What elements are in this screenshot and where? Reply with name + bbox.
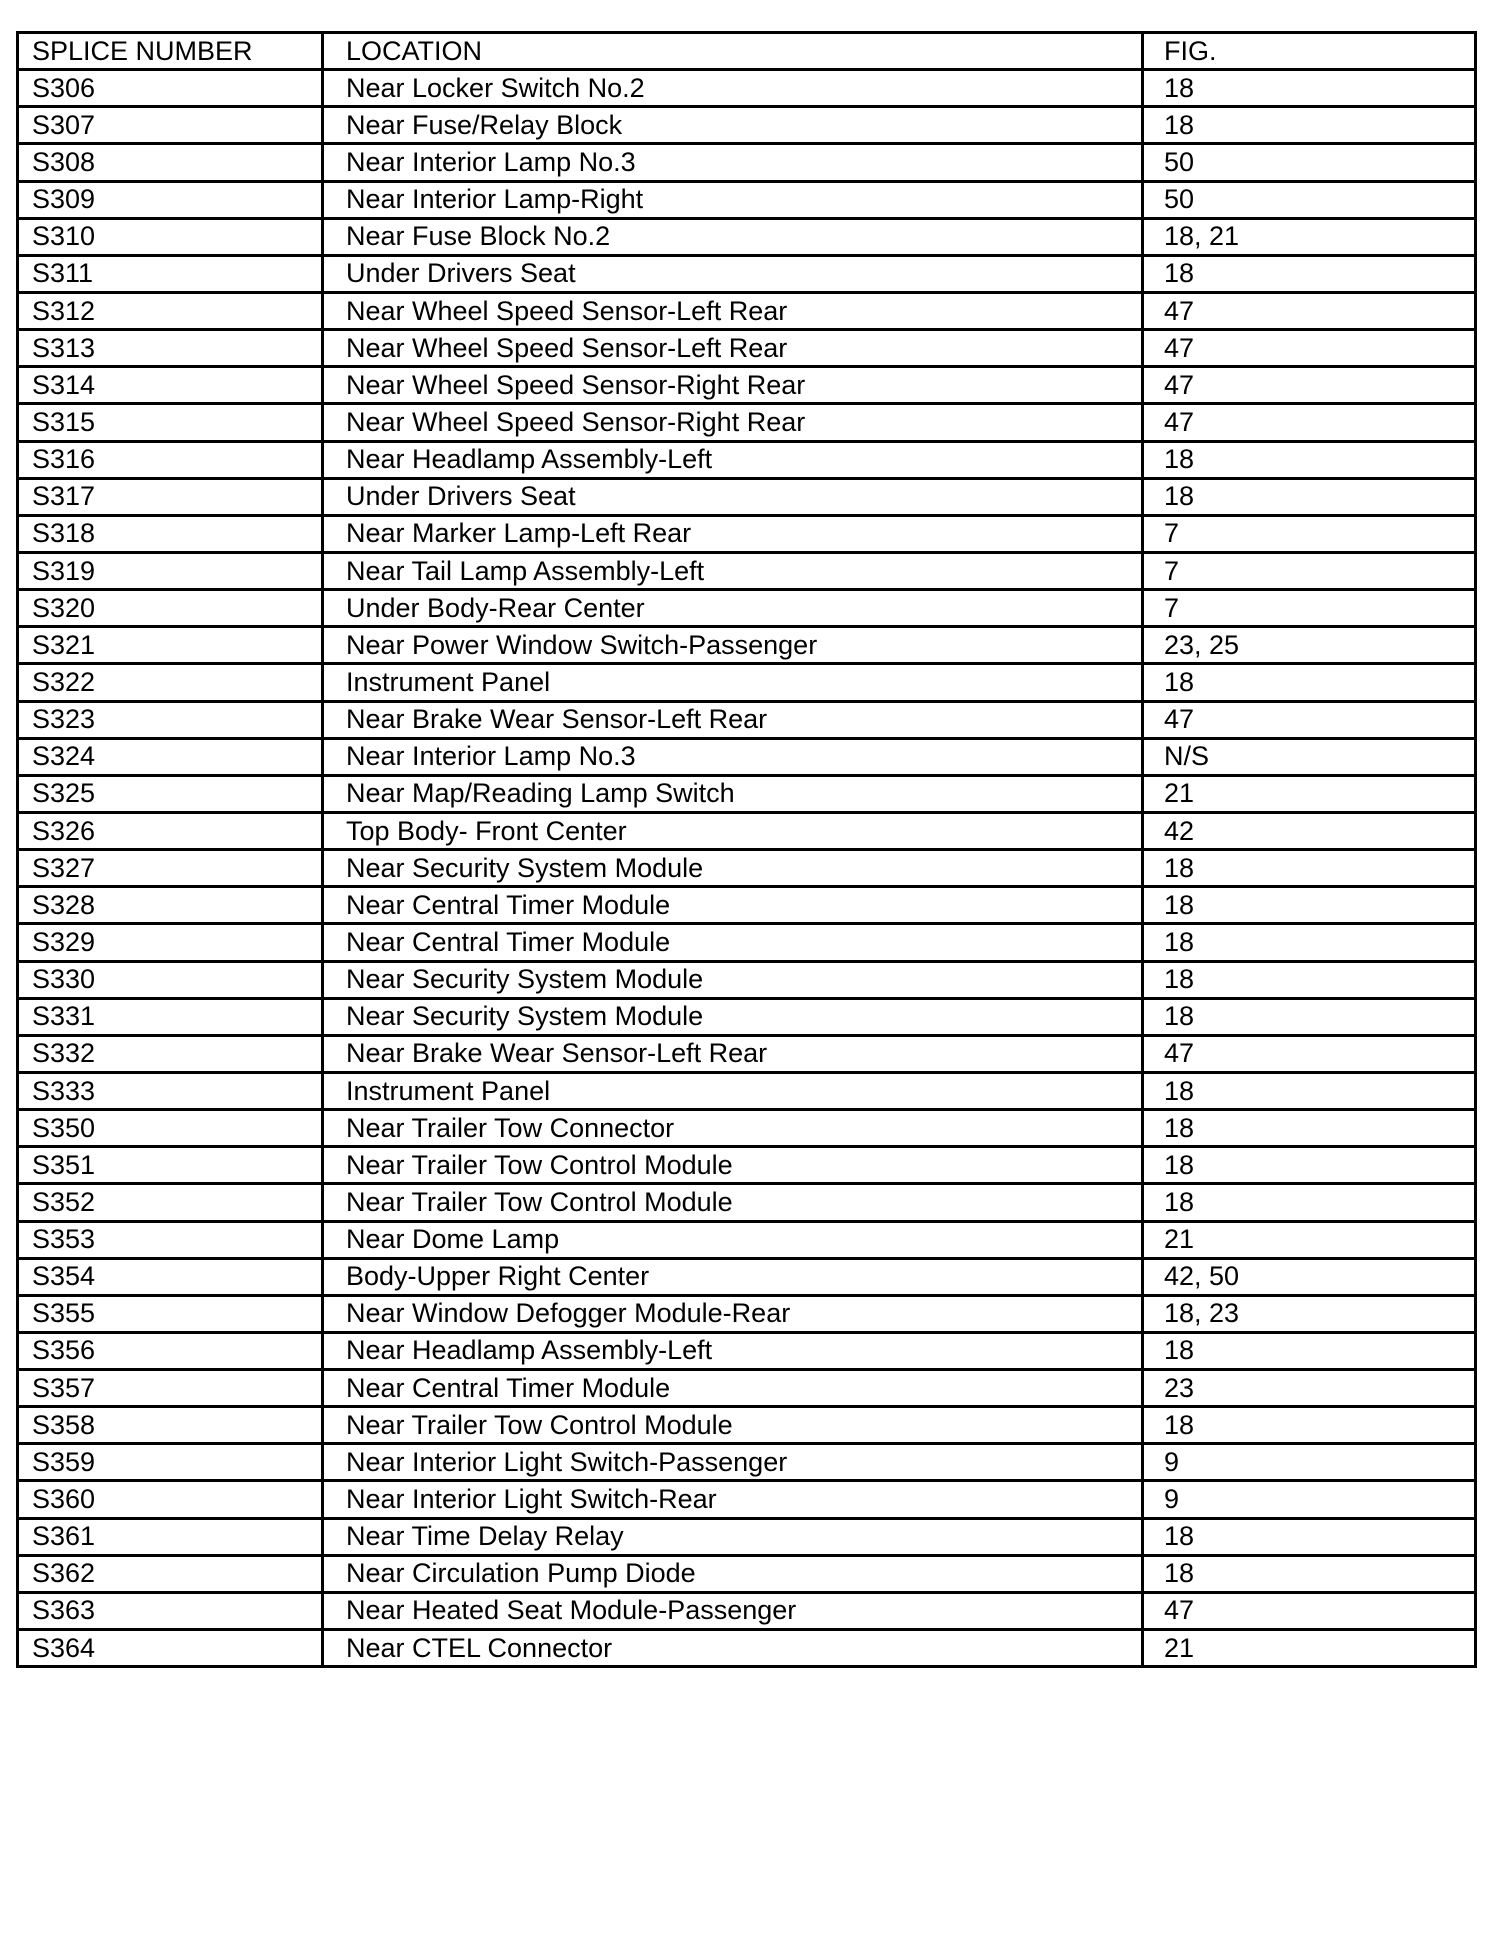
table-row xyxy=(18,1110,1476,1147)
splice-number-cell: S326 xyxy=(18,812,323,849)
fig-cell: 18 xyxy=(1143,887,1476,924)
table-row xyxy=(18,70,1476,107)
fig-cell: 18 xyxy=(1143,961,1476,998)
splice-number-cell: S333 xyxy=(18,1072,323,1109)
table-row xyxy=(18,998,1476,1035)
splice-number-cell: S312 xyxy=(18,292,323,329)
fig-cell: 18 xyxy=(1143,924,1476,961)
fig-cell: 18 xyxy=(1143,1332,1476,1369)
table-row xyxy=(18,255,1476,292)
location-cell: Near Wheel Speed Sensor-Right Rear xyxy=(323,367,1143,404)
location-cell: Near Heated Seat Module-Passenger xyxy=(323,1592,1143,1629)
splice-number-cell: S352 xyxy=(18,1184,323,1221)
location-cell: Near Interior Light Switch-Rear xyxy=(323,1481,1143,1518)
fig-cell: 7 xyxy=(1143,590,1476,627)
fig-cell: 7 xyxy=(1143,552,1476,589)
splice-number-cell: S355 xyxy=(18,1295,323,1332)
table-row xyxy=(18,1258,1476,1295)
location-cell: Under Drivers Seat xyxy=(323,478,1143,515)
fig-cell: 47 xyxy=(1143,292,1476,329)
splice-number-cell: S314 xyxy=(18,367,323,404)
splice-number-cell: S330 xyxy=(18,961,323,998)
splice-number-cell: S318 xyxy=(18,515,323,552)
fig-cell: 18 xyxy=(1143,478,1476,515)
fig-cell: 47 xyxy=(1143,330,1476,367)
fig-cell: 18 xyxy=(1143,998,1476,1035)
location-cell: Instrument Panel xyxy=(323,1072,1143,1109)
table-row xyxy=(18,887,1476,924)
table-row xyxy=(18,1332,1476,1369)
fig-cell: 18 xyxy=(1143,107,1476,144)
fig-cell: 21 xyxy=(1143,1630,1476,1667)
location-cell: Near Power Window Switch-Passenger xyxy=(323,627,1143,664)
location-cell: Under Body-Rear Center xyxy=(323,590,1143,627)
splice-number-cell: S322 xyxy=(18,664,323,701)
table-row xyxy=(18,1555,1476,1592)
splice-number-cell: S306 xyxy=(18,70,323,107)
location-cell: Instrument Panel xyxy=(323,664,1143,701)
splice-number-cell: S319 xyxy=(18,552,323,589)
location-cell: Near Headlamp Assembly-Left xyxy=(323,1332,1143,1369)
table-row xyxy=(18,441,1476,478)
splice-number-cell: S307 xyxy=(18,107,323,144)
splice-number-cell: S310 xyxy=(18,218,323,255)
splice-number-cell: S327 xyxy=(18,850,323,887)
fig-cell: 50 xyxy=(1143,144,1476,181)
location-cell: Near Central Timer Module xyxy=(323,887,1143,924)
location-cell: Near Central Timer Module xyxy=(323,924,1143,961)
splice-number-cell: S315 xyxy=(18,404,323,441)
splice-number-cell: S357 xyxy=(18,1370,323,1407)
table-row xyxy=(18,1072,1476,1109)
location-cell: Near Brake Wear Sensor-Left Rear xyxy=(323,1035,1143,1072)
table-row xyxy=(18,627,1476,664)
fig-cell: 47 xyxy=(1143,367,1476,404)
fig-cell: 23, 25 xyxy=(1143,627,1476,664)
table-row xyxy=(18,1295,1476,1332)
fig-cell: 7 xyxy=(1143,515,1476,552)
table-row xyxy=(18,775,1476,812)
location-cell: Near Circulation Pump Diode xyxy=(323,1555,1143,1592)
table-row xyxy=(18,738,1476,775)
fig-cell: 18 xyxy=(1143,70,1476,107)
table-row xyxy=(18,1184,1476,1221)
table-row xyxy=(18,404,1476,441)
fig-cell: 18 xyxy=(1143,255,1476,292)
fig-cell: 18 xyxy=(1143,1184,1476,1221)
fig-cell: 50 xyxy=(1143,181,1476,218)
splice-number-cell: S313 xyxy=(18,330,323,367)
table-row xyxy=(18,1592,1476,1629)
splice-number-cell: S332 xyxy=(18,1035,323,1072)
header-splice-number: SPLICE NUMBER xyxy=(18,33,323,70)
splice-number-cell: S325 xyxy=(18,775,323,812)
fig-cell: 47 xyxy=(1143,1592,1476,1629)
table-row xyxy=(18,367,1476,404)
table-body xyxy=(18,70,1476,1667)
table-row xyxy=(18,1221,1476,1258)
splice-number-cell: S329 xyxy=(18,924,323,961)
location-cell: Top Body- Front Center xyxy=(323,812,1143,849)
splice-number-cell: S311 xyxy=(18,255,323,292)
splice-location-table xyxy=(16,31,1477,1668)
splice-number-cell: S316 xyxy=(18,441,323,478)
location-cell: Near Wheel Speed Sensor-Right Rear xyxy=(323,404,1143,441)
table-row xyxy=(18,812,1476,849)
fig-cell: 18 xyxy=(1143,1555,1476,1592)
location-cell: Near Locker Switch No.2 xyxy=(323,70,1143,107)
location-cell: Near Map/Reading Lamp Switch xyxy=(323,775,1143,812)
table-row xyxy=(18,1407,1476,1444)
location-cell: Near Fuse Block No.2 xyxy=(323,218,1143,255)
splice-number-cell: S364 xyxy=(18,1630,323,1667)
fig-cell: 42 xyxy=(1143,812,1476,849)
splice-number-cell: S317 xyxy=(18,478,323,515)
splice-number-cell: S361 xyxy=(18,1518,323,1555)
location-cell: Near Window Defogger Module-Rear xyxy=(323,1295,1143,1332)
fig-cell: 9 xyxy=(1143,1481,1476,1518)
location-cell: Near Interior Lamp-Right xyxy=(323,181,1143,218)
table-row xyxy=(18,590,1476,627)
splice-number-cell: S362 xyxy=(18,1555,323,1592)
table-row xyxy=(18,1630,1476,1667)
splice-number-cell: S323 xyxy=(18,701,323,738)
splice-number-cell: S356 xyxy=(18,1332,323,1369)
splice-number-cell: S320 xyxy=(18,590,323,627)
splice-number-cell: S354 xyxy=(18,1258,323,1295)
fig-cell: 47 xyxy=(1143,701,1476,738)
table-row xyxy=(18,515,1476,552)
fig-cell: 18 xyxy=(1143,664,1476,701)
location-cell: Near Headlamp Assembly-Left xyxy=(323,441,1143,478)
splice-number-cell: S350 xyxy=(18,1110,323,1147)
table-row xyxy=(18,552,1476,589)
table-row xyxy=(18,1035,1476,1072)
splice-number-cell: S328 xyxy=(18,887,323,924)
splice-number-cell: S321 xyxy=(18,627,323,664)
table-row xyxy=(18,292,1476,329)
fig-cell: 42, 50 xyxy=(1143,1258,1476,1295)
location-cell: Near Trailer Tow Control Module xyxy=(323,1147,1143,1184)
splice-number-cell: S308 xyxy=(18,144,323,181)
table-row xyxy=(18,478,1476,515)
splice-number-cell: S309 xyxy=(18,181,323,218)
location-cell: Near Trailer Tow Control Module xyxy=(323,1407,1143,1444)
location-cell: Near Interior Lamp No.3 xyxy=(323,738,1143,775)
splice-number-cell: S351 xyxy=(18,1147,323,1184)
fig-cell: 18, 21 xyxy=(1143,218,1476,255)
fig-cell: 21 xyxy=(1143,1221,1476,1258)
location-cell: Under Drivers Seat xyxy=(323,255,1143,292)
fig-cell: 18 xyxy=(1143,1407,1476,1444)
fig-cell: 18 xyxy=(1143,441,1476,478)
table-row xyxy=(18,181,1476,218)
fig-cell: 18 xyxy=(1143,1072,1476,1109)
location-cell: Near Trailer Tow Control Module xyxy=(323,1184,1143,1221)
location-cell: Near Tail Lamp Assembly-Left xyxy=(323,552,1143,589)
location-cell: Near Wheel Speed Sensor-Left Rear xyxy=(323,292,1143,329)
table-row xyxy=(18,330,1476,367)
table-row xyxy=(18,924,1476,961)
location-cell: Near Central Timer Module xyxy=(323,1370,1143,1407)
table-row xyxy=(18,1370,1476,1407)
table-row xyxy=(18,701,1476,738)
splice-number-cell: S324 xyxy=(18,738,323,775)
fig-cell: 9 xyxy=(1143,1444,1476,1481)
splice-number-cell: S359 xyxy=(18,1444,323,1481)
location-cell: Near Trailer Tow Connector xyxy=(323,1110,1143,1147)
location-cell: Near Security System Module xyxy=(323,961,1143,998)
location-cell: Body-Upper Right Center xyxy=(323,1258,1143,1295)
fig-cell: N/S xyxy=(1143,738,1476,775)
fig-cell: 47 xyxy=(1143,404,1476,441)
location-cell: Near Brake Wear Sensor-Left Rear xyxy=(323,701,1143,738)
table-row xyxy=(18,1147,1476,1184)
header-location: LOCATION xyxy=(323,33,1143,70)
location-cell: Near Dome Lamp xyxy=(323,1221,1143,1258)
table-row xyxy=(18,1518,1476,1555)
location-cell: Near CTEL Connector xyxy=(323,1630,1143,1667)
splice-number-cell: S353 xyxy=(18,1221,323,1258)
table-row xyxy=(18,1444,1476,1481)
fig-cell: 47 xyxy=(1143,1035,1476,1072)
table-row xyxy=(18,144,1476,181)
fig-cell: 18 xyxy=(1143,1110,1476,1147)
fig-cell: 18 xyxy=(1143,850,1476,887)
location-cell: Near Wheel Speed Sensor-Left Rear xyxy=(323,330,1143,367)
location-cell: Near Security System Module xyxy=(323,998,1143,1035)
header-fig: FIG. xyxy=(1143,33,1476,70)
table-header-row xyxy=(18,33,1476,70)
location-cell: Near Interior Light Switch-Passenger xyxy=(323,1444,1143,1481)
location-cell: Near Time Delay Relay xyxy=(323,1518,1143,1555)
table-row xyxy=(18,107,1476,144)
location-cell: Near Fuse/Relay Block xyxy=(323,107,1143,144)
table-row xyxy=(18,850,1476,887)
location-cell: Near Security System Module xyxy=(323,850,1143,887)
table-row xyxy=(18,961,1476,998)
table-row xyxy=(18,1481,1476,1518)
splice-number-cell: S363 xyxy=(18,1592,323,1629)
fig-cell: 18 xyxy=(1143,1518,1476,1555)
location-cell: Near Marker Lamp-Left Rear xyxy=(323,515,1143,552)
splice-number-cell: S360 xyxy=(18,1481,323,1518)
splice-number-cell: S331 xyxy=(18,998,323,1035)
fig-cell: 18, 23 xyxy=(1143,1295,1476,1332)
table-row xyxy=(18,664,1476,701)
location-cell: Near Interior Lamp No.3 xyxy=(323,144,1143,181)
table-row xyxy=(18,218,1476,255)
fig-cell: 23 xyxy=(1143,1370,1476,1407)
fig-cell: 21 xyxy=(1143,775,1476,812)
splice-number-cell: S358 xyxy=(18,1407,323,1444)
fig-cell: 18 xyxy=(1143,1147,1476,1184)
